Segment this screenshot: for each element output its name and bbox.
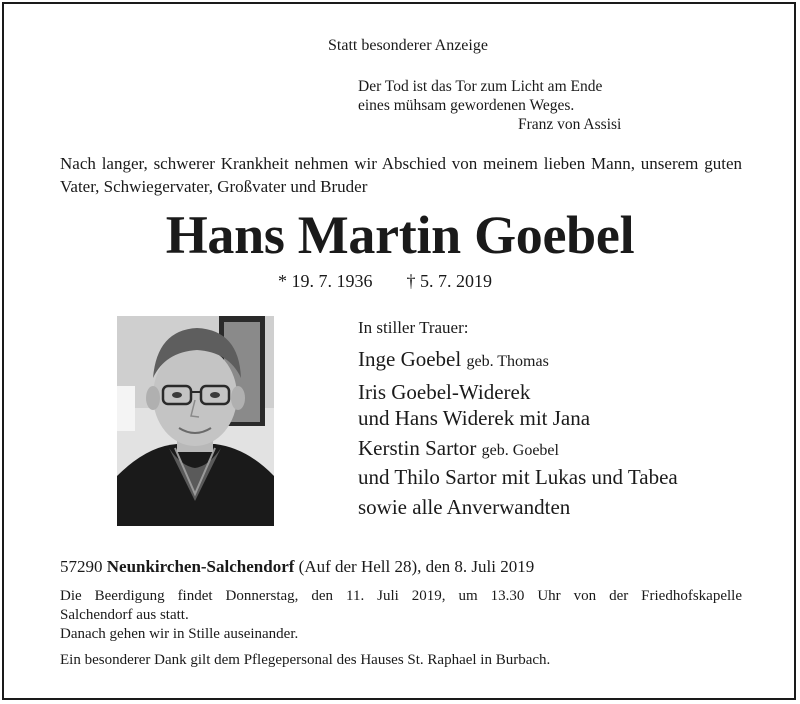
funeral-line-2: Salchendorf aus statt.: [60, 607, 189, 623]
street-and-date: (Auf der Hell 28), den 8. Juli 2019: [298, 557, 535, 576]
funeral-line-1: Die Beerdigung findet Donnerstag, den 11. Juli 2019, um 13.30 Uhr von der Friedhofskapelle: [60, 588, 742, 604]
family-list: [358, 346, 678, 520]
family-member: Kerstin Sartor geb. Goebel: [358, 436, 559, 460]
family-member: Inge Goebel geb. Thomas: [358, 347, 549, 371]
mourning-label: In stiller Trauer:: [358, 318, 469, 337]
address-line: [60, 557, 534, 577]
quote-block: [358, 77, 621, 134]
family-member: und Thilo Sartor mit Lukas und Tabea: [358, 465, 678, 489]
family-member: und Hans Widerek mit Jana: [358, 406, 591, 430]
death-date: † 5. 7. 2019: [406, 271, 492, 291]
funeral-details: [60, 587, 742, 644]
postal-code: 57290: [60, 557, 103, 576]
intro-text: Nach langer, schwerer Krankheit nehmen wir Abschied von meinem lieben Mann, unserem guten Vater, Schwiegervater, Großvater und Bruder: [60, 154, 742, 196]
quote-line-2: eines mühsam gewordenen Weges.: [358, 97, 575, 114]
maiden-name-note: geb. Thomas: [466, 353, 549, 370]
portrait-photo: [117, 316, 274, 526]
life-dates: [278, 271, 492, 292]
birth-date: * 19. 7. 1936: [278, 271, 373, 291]
family-member: Iris Goebel-Widerek: [358, 380, 531, 404]
maiden-name-note: geb. Goebel: [481, 442, 559, 459]
quote-line-1: Der Tod ist das Tor zum Licht am Ende: [358, 78, 603, 95]
quote-author: Franz von Assisi: [518, 116, 622, 133]
deceased-name: Hans Martin Goebel: [165, 205, 635, 265]
town-name: Neunkirchen-Salchendorf: [106, 557, 295, 576]
funeral-line-3: Danach gehen wir in Stille auseinander.: [60, 626, 299, 642]
thanks-text: Ein besonderer Dank gilt dem Pflegepersonal des Hauses St. Raphael in Burbach.: [60, 652, 551, 668]
family-member: sowie alle Anverwandten: [358, 495, 571, 519]
notice-header: Statt besonderer Anzeige: [328, 37, 488, 54]
